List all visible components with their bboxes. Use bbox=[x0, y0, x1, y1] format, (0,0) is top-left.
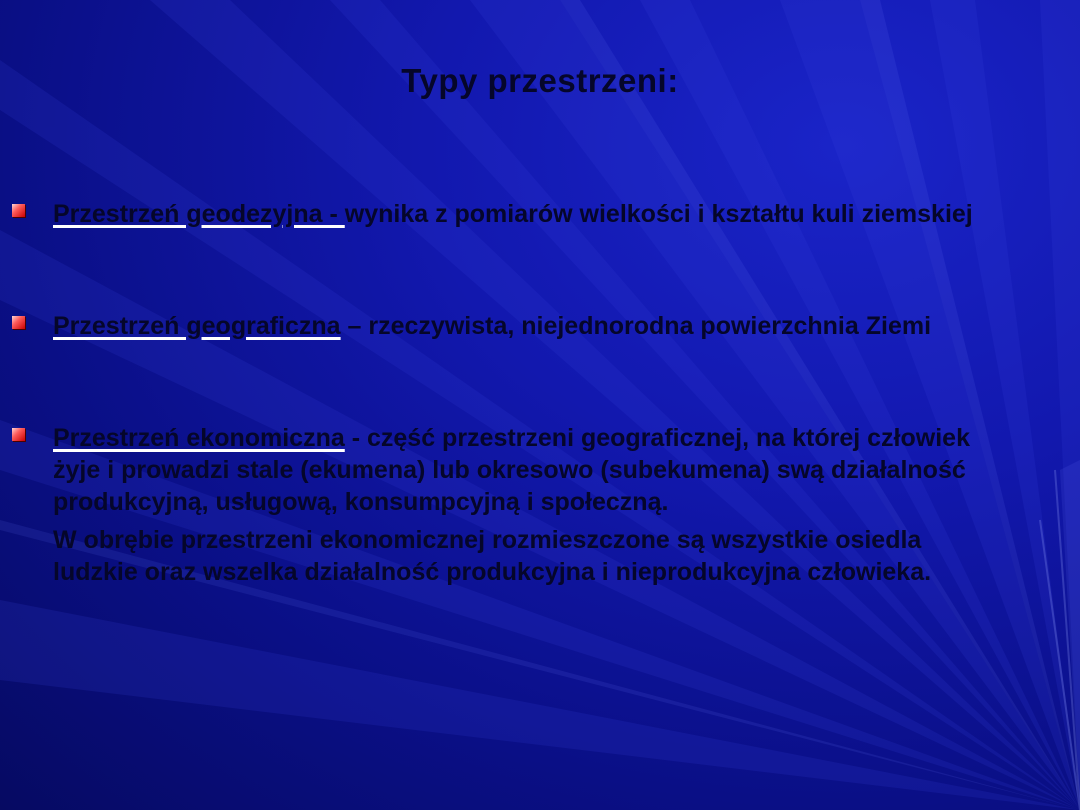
term-label: Przestrzeń ekonomiczna bbox=[53, 424, 345, 452]
bullet-text bbox=[53, 310, 973, 342]
term-label: Przestrzeń geograficzna bbox=[53, 312, 341, 340]
slide-title: Typy przestrzeni: bbox=[401, 62, 679, 99]
bullet-square-icon bbox=[12, 204, 25, 217]
bullet-continuation-paragraph: W obrębie przestrzeni ekonomicznej rozmieszczone są wszystkie osiedla ludzkie oraz wszelka działalność produkcyjna i nieprodukcyjna człowieka. bbox=[53, 526, 932, 586]
bullet-text bbox=[53, 198, 973, 230]
bullet-text bbox=[53, 422, 973, 588]
term-definition: - część przestrzeni geograficznej, na której człowiek żyje i prowadzi stale (ekumena) lub okresowo (subekumena) swą działalność produkcyjną, usługową, konsumpcyjną i społeczną. bbox=[53, 424, 970, 516]
bullet-square-icon bbox=[12, 428, 25, 441]
term-definition: wynika z pomiarów wielkości i kształtu kuli ziemskiej bbox=[344, 200, 973, 228]
term-label: Przestrzeń geodezyjna - bbox=[53, 200, 345, 228]
term-definition: – rzeczywista, niejednorodna powierzchnia Ziemi bbox=[340, 312, 932, 340]
bullet-square-icon bbox=[12, 316, 25, 329]
